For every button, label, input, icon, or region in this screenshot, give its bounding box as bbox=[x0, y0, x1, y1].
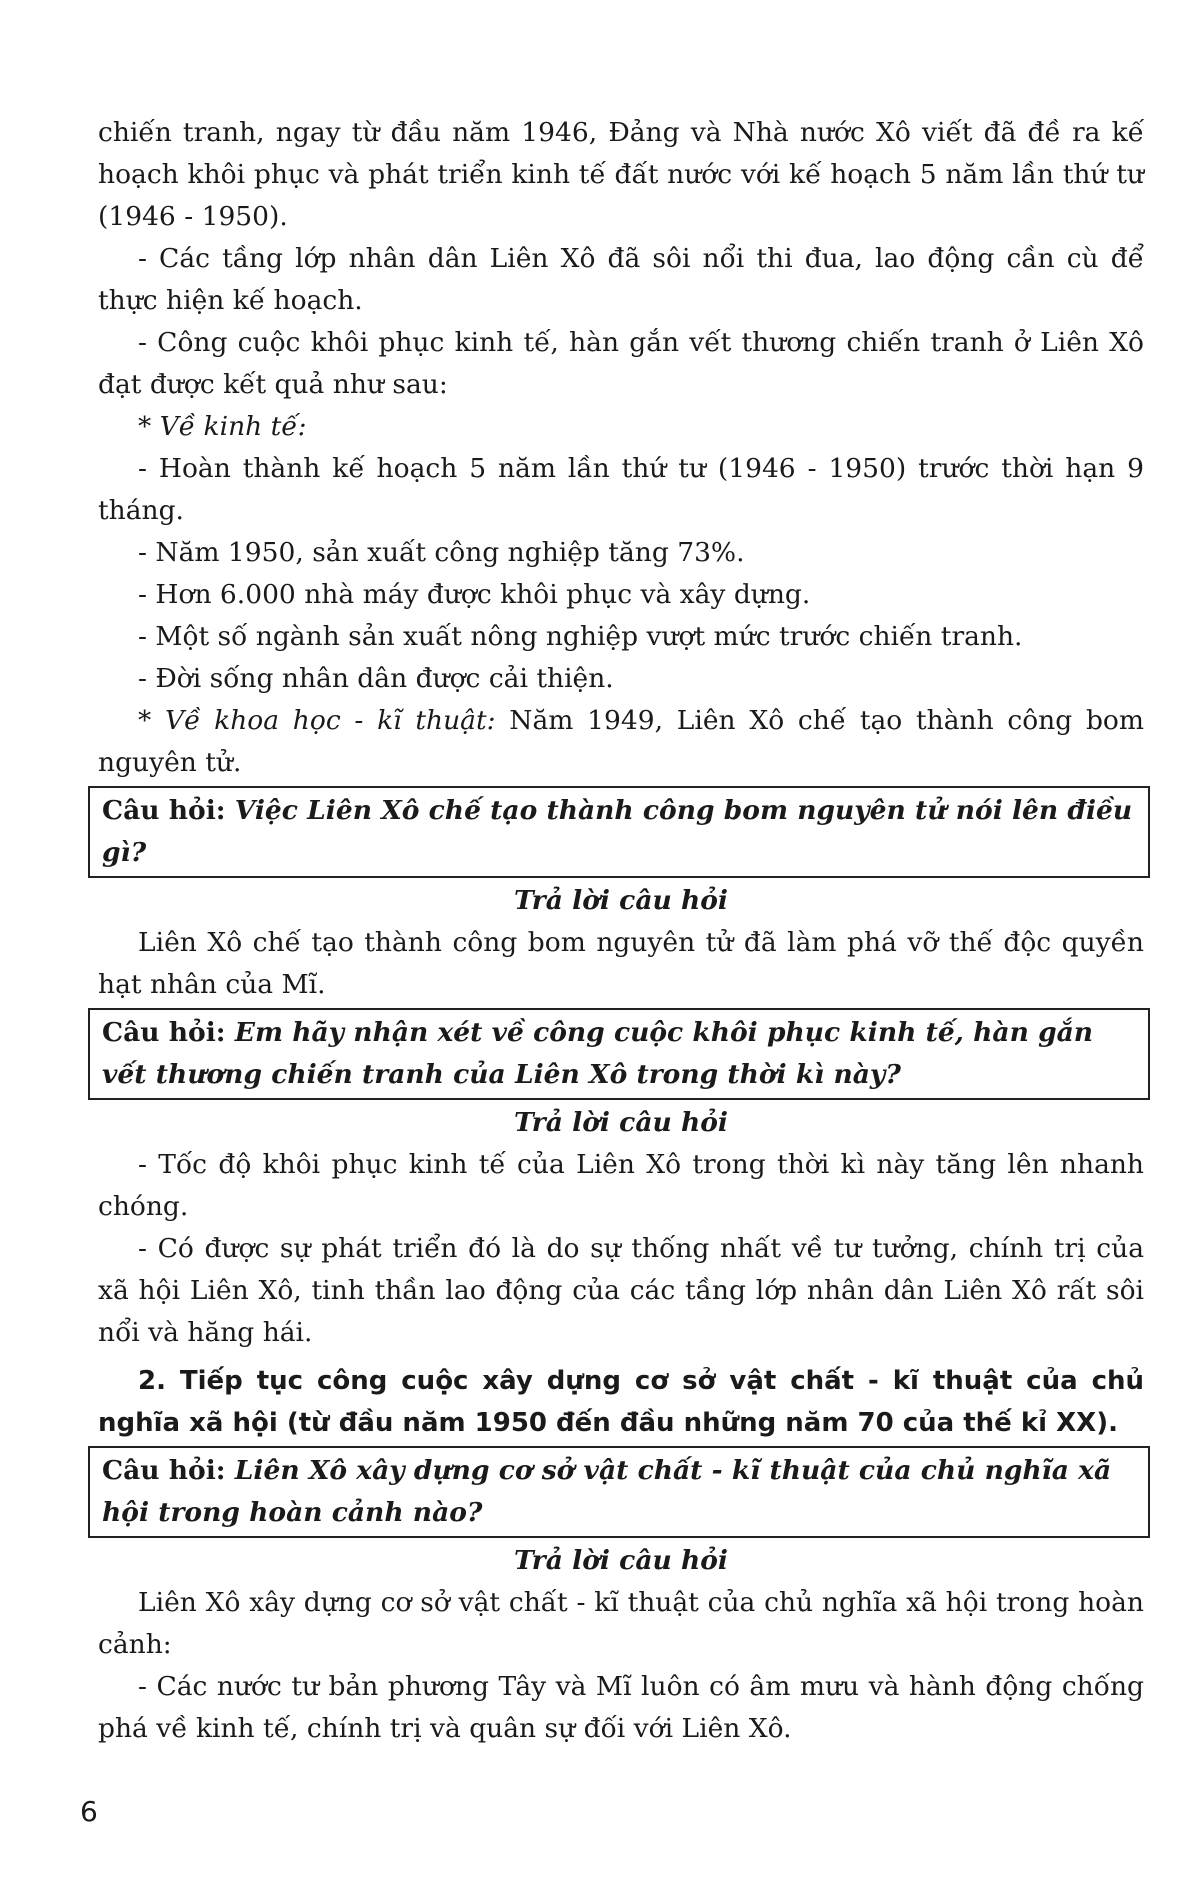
science-text: Năm 1949, Liên Xô chế tạo thành công bom nguyên tử. bbox=[98, 705, 1144, 778]
question-label: Câu hỏi: bbox=[102, 1455, 226, 1486]
paragraph-intro: chiến tranh, ngay từ đầu năm 1946, Đảng và Nhà nước Xô viết đã đề ra kế hoạch khôi phục và phát triển kinh tế đất nước với kế hoạch 5 năm lần thứ tư (1946 - 1950). bbox=[98, 117, 1144, 232]
paragraph-people-effort: - Các tầng lớp nhân dân Liên Xô đã sôi nổi thi đua, lao động cần cù để thực hiện kế hoạch. bbox=[98, 243, 1144, 316]
page-number: 6 bbox=[80, 1795, 98, 1828]
science-label: * Về khoa học - kĩ thuật: bbox=[138, 705, 496, 736]
economy-item: - Hơn 6.000 nhà máy được khôi phục và xây dựng. bbox=[138, 579, 811, 610]
answer-1: Liên Xô chế tạo thành công bom nguyên tử đã làm phá vỡ thế độc quyền hạt nhân của Mĩ. bbox=[98, 927, 1144, 1000]
question-box-3 bbox=[88, 1446, 1150, 1538]
economy-item: - Đời sống nhân dân được cải thiện. bbox=[138, 663, 614, 694]
question-text: Liên Xô xây dựng cơ sở vật chất - kĩ thuật của chủ nghĩa xã hội trong hoàn cảnh nào? bbox=[102, 1455, 1112, 1528]
question-label: Câu hỏi: bbox=[102, 1017, 226, 1048]
answer-2-item: - Có được sự phát triển đó là do sự thống nhất về tư tưởng, chính trị của xã hội Liên Xô, tinh thần lao động của các tầng lớp nhân dân Liên Xô rất sôi nổi và hăng hái. bbox=[98, 1233, 1144, 1348]
answer-title: Trả lời câu hỏi bbox=[514, 1545, 728, 1576]
question-box-2 bbox=[88, 1008, 1150, 1100]
paragraph-results-intro: - Công cuộc khôi phục kinh tế, hàn gắn vết thương chiến tranh ở Liên Xô đạt được kết quả như sau: bbox=[98, 327, 1144, 400]
economy-item: - Hoàn thành kế hoạch 5 năm lần thứ tư (1946 - 1950) trước thời hạn 9 tháng. bbox=[98, 453, 1144, 526]
answer-title: Trả lời câu hỏi bbox=[514, 885, 728, 916]
question-text: Em hãy nhận xét về công cuộc khôi phục kinh tế, hàn gắn vết thương chiến tranh của Liên Xô trong thời kì này? bbox=[102, 1017, 1094, 1090]
answer-2-item: - Tốc độ khôi phục kinh tế của Liên Xô trong thời kì này tăng lên nhanh chóng. bbox=[98, 1149, 1144, 1222]
question-label: Câu hỏi: bbox=[102, 795, 226, 826]
answer-3-item: Liên Xô xây dựng cơ sở vật chất - kĩ thuật của chủ nghĩa xã hội trong hoàn cảnh: bbox=[98, 1587, 1144, 1660]
question-box-1 bbox=[88, 786, 1150, 878]
economy-item: - Năm 1950, sản xuất công nghiệp tăng 73%. bbox=[138, 537, 745, 568]
answer-title: Trả lời câu hỏi bbox=[514, 1107, 728, 1138]
science-paragraph bbox=[98, 700, 1144, 784]
economy-item: - Một số ngành sản xuất nông nghiệp vượt mức trước chiến tranh. bbox=[138, 621, 1023, 652]
economy-heading: * Về kinh tế: bbox=[138, 411, 307, 442]
question-text: Việc Liên Xô chế tạo thành công bom nguyên tử nói lên điều gì? bbox=[102, 795, 1133, 868]
section-2-heading: 2. Tiếp tục công cuộc xây dựng cơ sở vật chất - kĩ thuật của chủ nghĩa xã hội (từ đầu năm 1950 đến đầu những năm 70 của thế kỉ XX). bbox=[98, 1366, 1144, 1438]
answer-3-item: - Các nước tư bản phương Tây và Mĩ luôn có âm mưu và hành động chống phá về kinh tế, chính trị và quân sự đối với Liên Xô. bbox=[98, 1671, 1144, 1744]
